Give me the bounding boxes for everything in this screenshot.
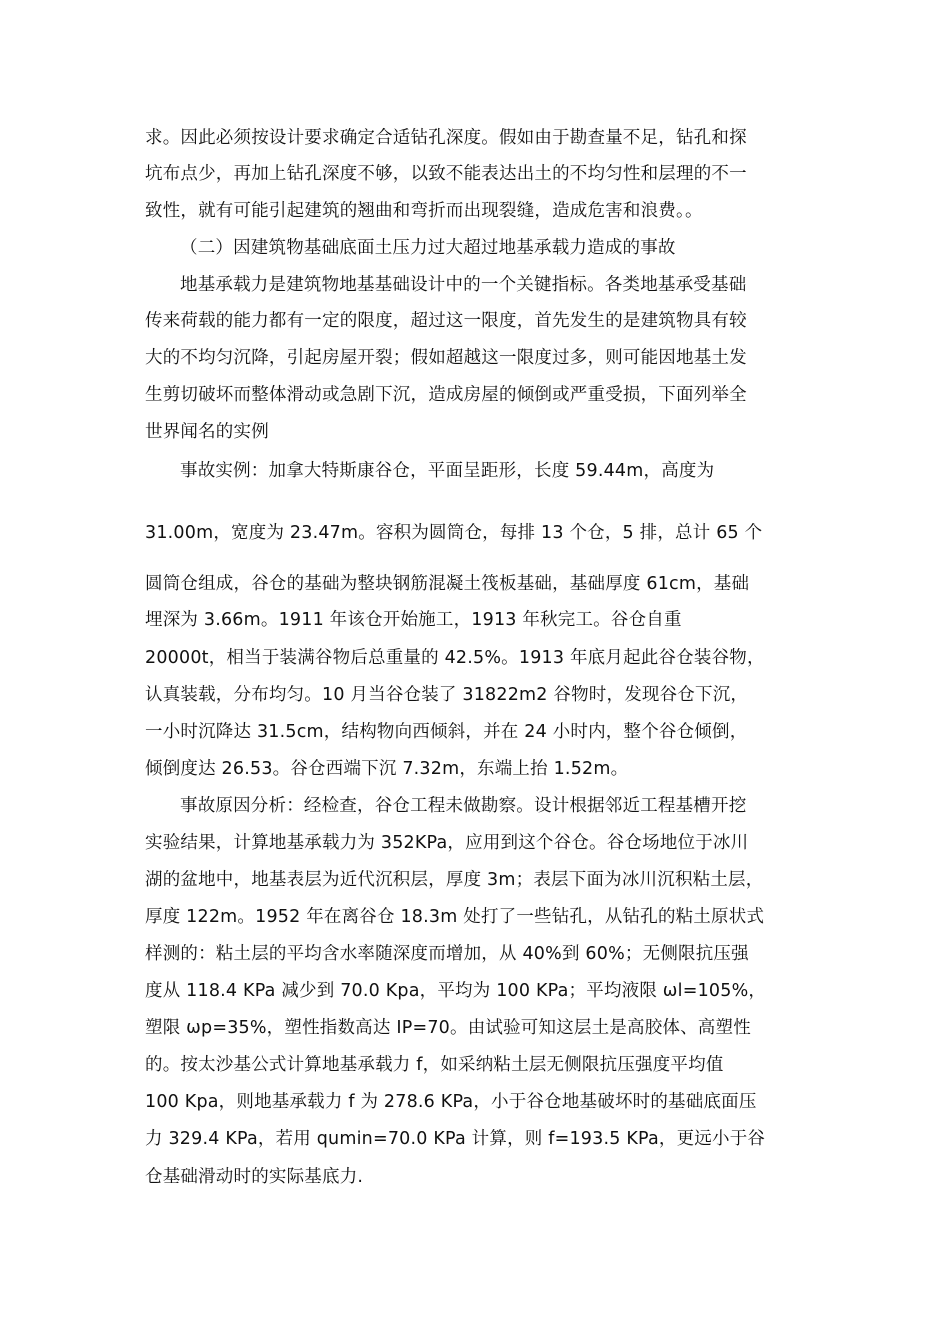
text-line: 事故原因分析：经检查，谷仓工程未做勘察。设计根据邻近工程基槽开挖 — [180, 796, 747, 816]
text-line: 实验结果，计算地基承载力为 352KPa，应用到这个谷仓。谷仓场地位于冰川 — [145, 833, 749, 853]
text-line: 致性，就有可能引起建筑的翘曲和弯折而出现裂缝，造成危害和浪费。。 — [145, 201, 703, 221]
text-line: 世界闻名的实例 — [145, 422, 269, 442]
text-line: 度从 118.4 KPa 减少到 70.0 Kpa，平均为 100 KPa；平均液限 ωl=105%， — [145, 981, 767, 1001]
text-line: 20000t，相当于装满谷物后总重量的 42.5%。1913 年底月起此谷仓装谷物， — [145, 648, 765, 668]
text-line: 认真装载，分布均匀。10 月当谷仓装了 31822m2 谷物时，发现谷仓下沉， — [145, 685, 749, 705]
text-line: 100 Kpa，则地基承载力 f 为 278.6 KPa，小于谷仓地基破坏时的基础底面压 — [145, 1092, 757, 1112]
text-line: 的。按太沙基公式计算地基承载力 f，如采纳粘土层无侧限抗压强度平均值 — [145, 1055, 724, 1075]
section-heading: （二）因建筑物基础底面土压力过大超过地基承载力造成的事故 — [180, 238, 676, 258]
text-line: 一小时沉降达 31.5cm，结构物向西倾斜，并在 24 小时内，整个谷仓倾倒， — [145, 722, 748, 742]
text-line: 圆筒仓组成，谷仓的基础为整块钢筋混凝土筏板基础，基础厚度 61cm，基础 — [145, 574, 750, 594]
text-line: 求。因此必须按设计要求确定合适钻孔深度。假如由于勘查量不足，钻孔和探 — [145, 128, 747, 148]
text-line: 生剪切破坏而整体滑动或急剧下沉，造成房屋的倾倒或严重受损，下面列举全 — [145, 385, 747, 405]
text-line: 地基承载力是建筑物地基基础设计中的一个关键指标。各类地基承受基础 — [180, 275, 747, 295]
text-line: 31.00m，宽度为 23.47m。容积为圆筒仓，每排 13 个仓，5 排，总计 65 个 — [145, 523, 763, 543]
text-line: 塑限 ωp=35%，塑性指数高达 IP=70。由试验可知这层土是高胶体、高塑性 — [145, 1018, 751, 1038]
text-line: 厚度 122m。1952 年在离谷仓 18.3m 处打了一些钻孔，从钻孔的粘土原状式 — [145, 907, 765, 927]
text-line: 传来荷载的能力都有一定的限度，超过这一限度，首先发生的是建筑物具有较 — [145, 311, 747, 331]
text-line: 倾倒度达 26.53。谷仓西端下沉 7.32m，东端上抬 1.52m。 — [145, 759, 629, 779]
text-line: 坑布点少，再加上钻孔深度不够，以致不能表达出土的不均匀性和层理的不一 — [145, 164, 747, 184]
text-line: 湖的盆地中，地基表层为近代沉积层，厚度 3m；表层下面为冰川沉积粘土层， — [145, 870, 764, 890]
text-line: 大的不均匀沉降，引起房屋开裂；假如超越这一限度过多，则可能因地基土发 — [145, 348, 747, 368]
text-line: 埋深为 3.66m。1911 年该仓开始施工，1913 年秋完工。谷仓自重 — [145, 610, 682, 630]
text-line: 力 329.4 KPa，若用 qumin=70.0 KPa 计算，则 f=193.5 KPa，更远小于谷 — [145, 1129, 766, 1149]
text-line: 样测的：粘土层的平均含水率随深度而增加，从 40%到 60%；无侧限抗压强 — [145, 944, 749, 964]
text-line: 仓基础滑动时的实际基底力. — [145, 1167, 364, 1187]
text-line: 事故实例：加拿大特斯康谷仓，平面呈距形，长度 59.44m，高度为 — [180, 461, 715, 481]
